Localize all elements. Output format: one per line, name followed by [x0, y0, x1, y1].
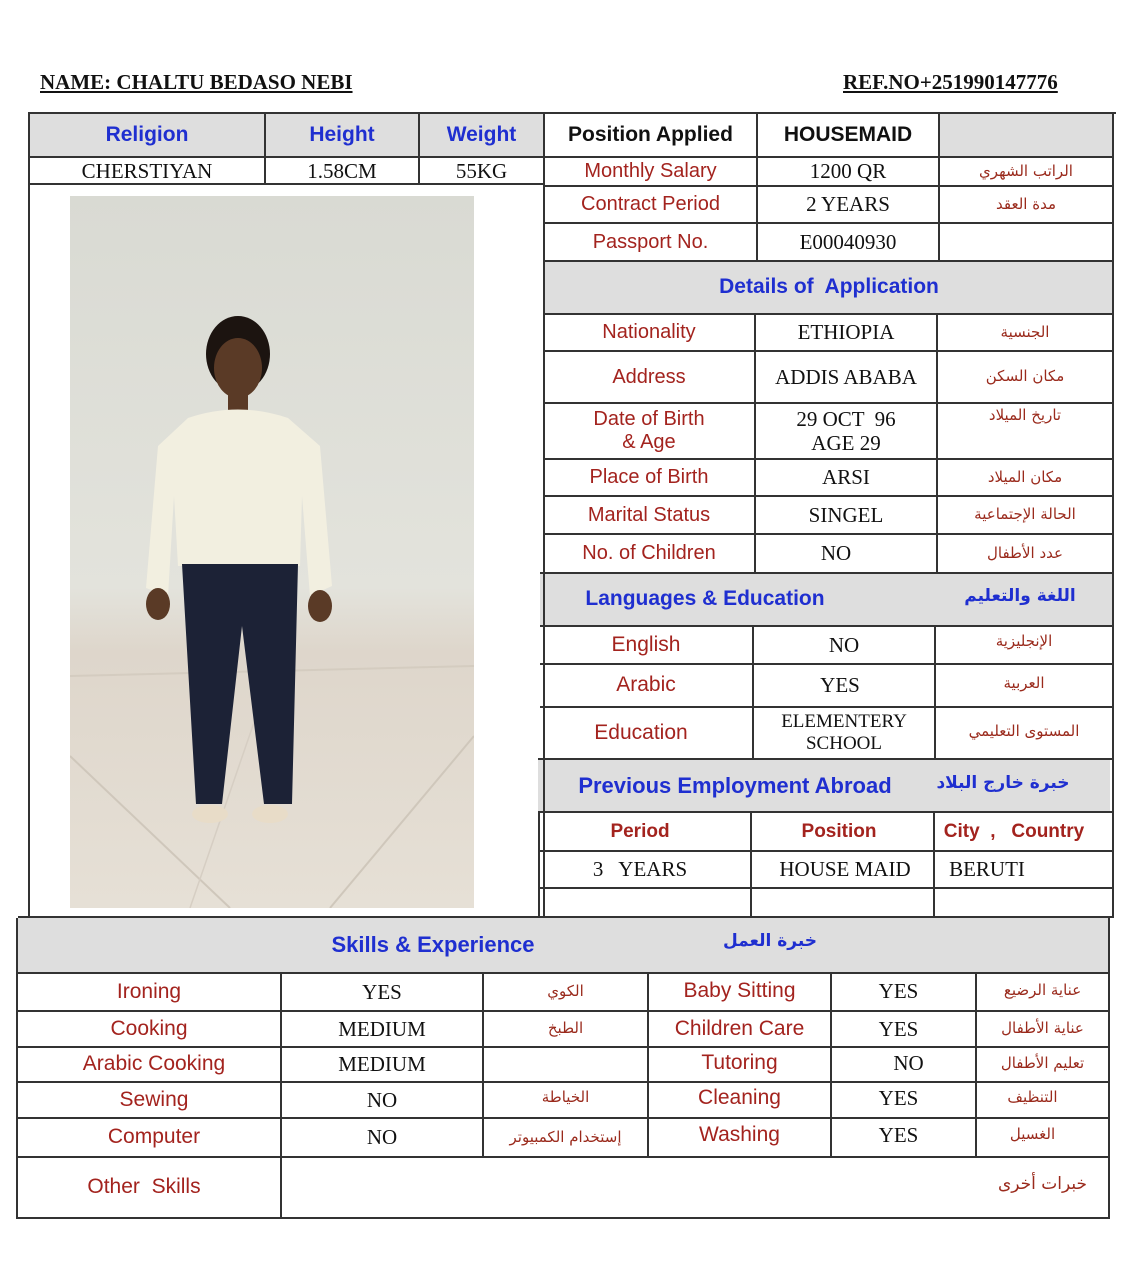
arabic-label: Arabic [616, 673, 676, 697]
education-label: Education [594, 720, 688, 744]
nationality-arabic: الجنسية [1000, 322, 1050, 341]
address-value: ADDIS ABABA [775, 364, 917, 389]
contract-value: 2 YEARS [806, 192, 890, 217]
top-right-header-band [940, 114, 1114, 156]
contract-label: Contract Period [581, 193, 720, 215]
skill-cooking-label: Cooking [110, 1016, 188, 1040]
passport-label: Passport No. [592, 230, 709, 253]
nationality-value: ETHIOPIA [797, 320, 895, 345]
birthplace-label: Place of Birth [589, 466, 709, 488]
skills-title-arabic: خبرة العمل [722, 931, 818, 952]
skill-cleaning-value: YES [878, 1085, 919, 1110]
height-label: Height [309, 122, 375, 146]
skill-cleaning-arabic: التنظيف [1007, 1088, 1058, 1107]
skill-children-care-label: Children Care [674, 1016, 805, 1040]
salary-value: 1200 QR [809, 159, 887, 184]
skill-baby-sitting-value: YES [878, 978, 919, 1003]
skill-cooking-value: MEDIUM [338, 1016, 426, 1041]
contract-arabic: مدة العقد [996, 194, 1056, 213]
education-value: ELEMENTERY SCHOOL [781, 711, 907, 754]
skill-children-care-arabic: عناية الأطفال [1001, 1019, 1084, 1038]
salary-arabic: الراتب الشهري [979, 161, 1073, 180]
religion-label: Religion [105, 122, 189, 146]
languages-title-arabic: اللغة والتعليم [964, 586, 1076, 607]
skill-arabic-cooking-label: Arabic Cooking [82, 1052, 226, 1076]
english-label: English [611, 632, 681, 656]
passport-value: E00040930 [799, 229, 897, 254]
english-value: NO [828, 632, 860, 657]
address-label: Address [612, 365, 686, 388]
dob-value: 29 OCT 96 AGE 29 [796, 406, 896, 455]
dob-arabic: تاريخ الميلاد [988, 406, 1062, 425]
skill-washing-arabic: الغسيل [1009, 1125, 1056, 1144]
marital-arabic: الحالة الإجتماعية [974, 505, 1076, 524]
marital-label: Marital Status [587, 503, 711, 526]
birthplace-value: ARSI [822, 465, 870, 490]
skill-tutoring-arabic: تعليم الأطفال [1000, 1053, 1085, 1072]
other-skills-arabic: خبرات أخرى [997, 1174, 1088, 1195]
children-label: No. of Children [582, 542, 716, 564]
skill-tutoring-value: NO [893, 1051, 924, 1076]
candidate-name: NAME: CHALTU BEDASO NEBI [40, 70, 353, 94]
skill-computer-label: Computer [107, 1125, 201, 1149]
skill-washing-label: Washing [699, 1122, 780, 1146]
skill-arabic-cooking-value: MEDIUM [338, 1052, 426, 1077]
period-value: 3 YEARS [592, 857, 688, 882]
arabic-value: YES [820, 673, 860, 698]
skill-computer-arabic: إستخدام الكمبيوتر [509, 1127, 622, 1146]
skill-baby-sitting-arabic: عناية الرضيع [1003, 981, 1082, 1000]
position-applied-value: HOUSEMAID [783, 122, 913, 146]
frame-right [1112, 112, 1114, 918]
employment-title-arabic: خبرة خارج البلاد [936, 773, 1070, 794]
marital-value: SINGEL [808, 502, 884, 527]
religion-value: CHERSTIYAN [81, 158, 213, 183]
employment-title: Previous Employment Abroad [578, 772, 892, 798]
skill-ironing-value: YES [362, 979, 402, 1004]
city-country-value: BERUTI [949, 857, 1025, 882]
skill-children-care-value: YES [878, 1016, 919, 1041]
previous-position-value: HOUSE MAID [779, 857, 911, 882]
skill-cleaning-label: Cleaning [698, 1085, 781, 1109]
weight-value: 55KG [455, 158, 508, 183]
position-label: Position [801, 820, 877, 842]
frame-left-top [28, 112, 30, 918]
frame-right-bottom [1108, 918, 1110, 1218]
salary-label: Monthly Salary [584, 160, 717, 182]
period-label: Period [610, 820, 670, 842]
skill-sewing-value: NO [366, 1087, 398, 1112]
height-value: 1.58CM [307, 158, 377, 183]
skill-computer-value: NO [366, 1125, 398, 1150]
arabic-arabic: العربية [1003, 674, 1045, 693]
children-value: NO [820, 541, 852, 566]
position-applied-label: Position Applied [568, 122, 733, 146]
english-arabic: الإنجليزية [995, 632, 1053, 651]
address-arabic: مكان السكن [985, 367, 1065, 386]
skill-baby-sitting-label: Baby Sitting [683, 978, 796, 1002]
skills-title: Skills & Experience [331, 932, 535, 958]
reference-number: REF.NO+251990147776 [843, 70, 1058, 94]
skill-ironing-arabic: الكوي [547, 982, 584, 1001]
skill-washing-value: YES [878, 1122, 919, 1147]
details-title: Details of Application [719, 275, 939, 299]
skill-ironing-label: Ironing [116, 979, 182, 1003]
skill-sewing-arabic: الخياطة [541, 1088, 590, 1107]
other-skills-label: Other Skills [87, 1175, 201, 1199]
skill-cooking-arabic: الطبخ [547, 1019, 584, 1038]
children-arabic: عدد الأطفال [987, 543, 1063, 562]
weight-label: Weight [446, 122, 517, 146]
dob-label: Date of Birth & Age [593, 408, 705, 453]
frame-bottom-left [16, 1217, 1110, 1219]
nationality-label: Nationality [602, 321, 696, 343]
birthplace-arabic: مكان الميلاد [987, 467, 1063, 486]
languages-title: Languages & Education [585, 587, 825, 611]
skill-tutoring-label: Tutoring [701, 1051, 778, 1075]
candidate-photo [70, 196, 474, 908]
rule [538, 887, 1112, 889]
skill-sewing-label: Sewing [119, 1087, 189, 1111]
city-country-label: City , Country [943, 820, 1085, 842]
education-arabic: المستوى التعليمي [968, 722, 1080, 741]
